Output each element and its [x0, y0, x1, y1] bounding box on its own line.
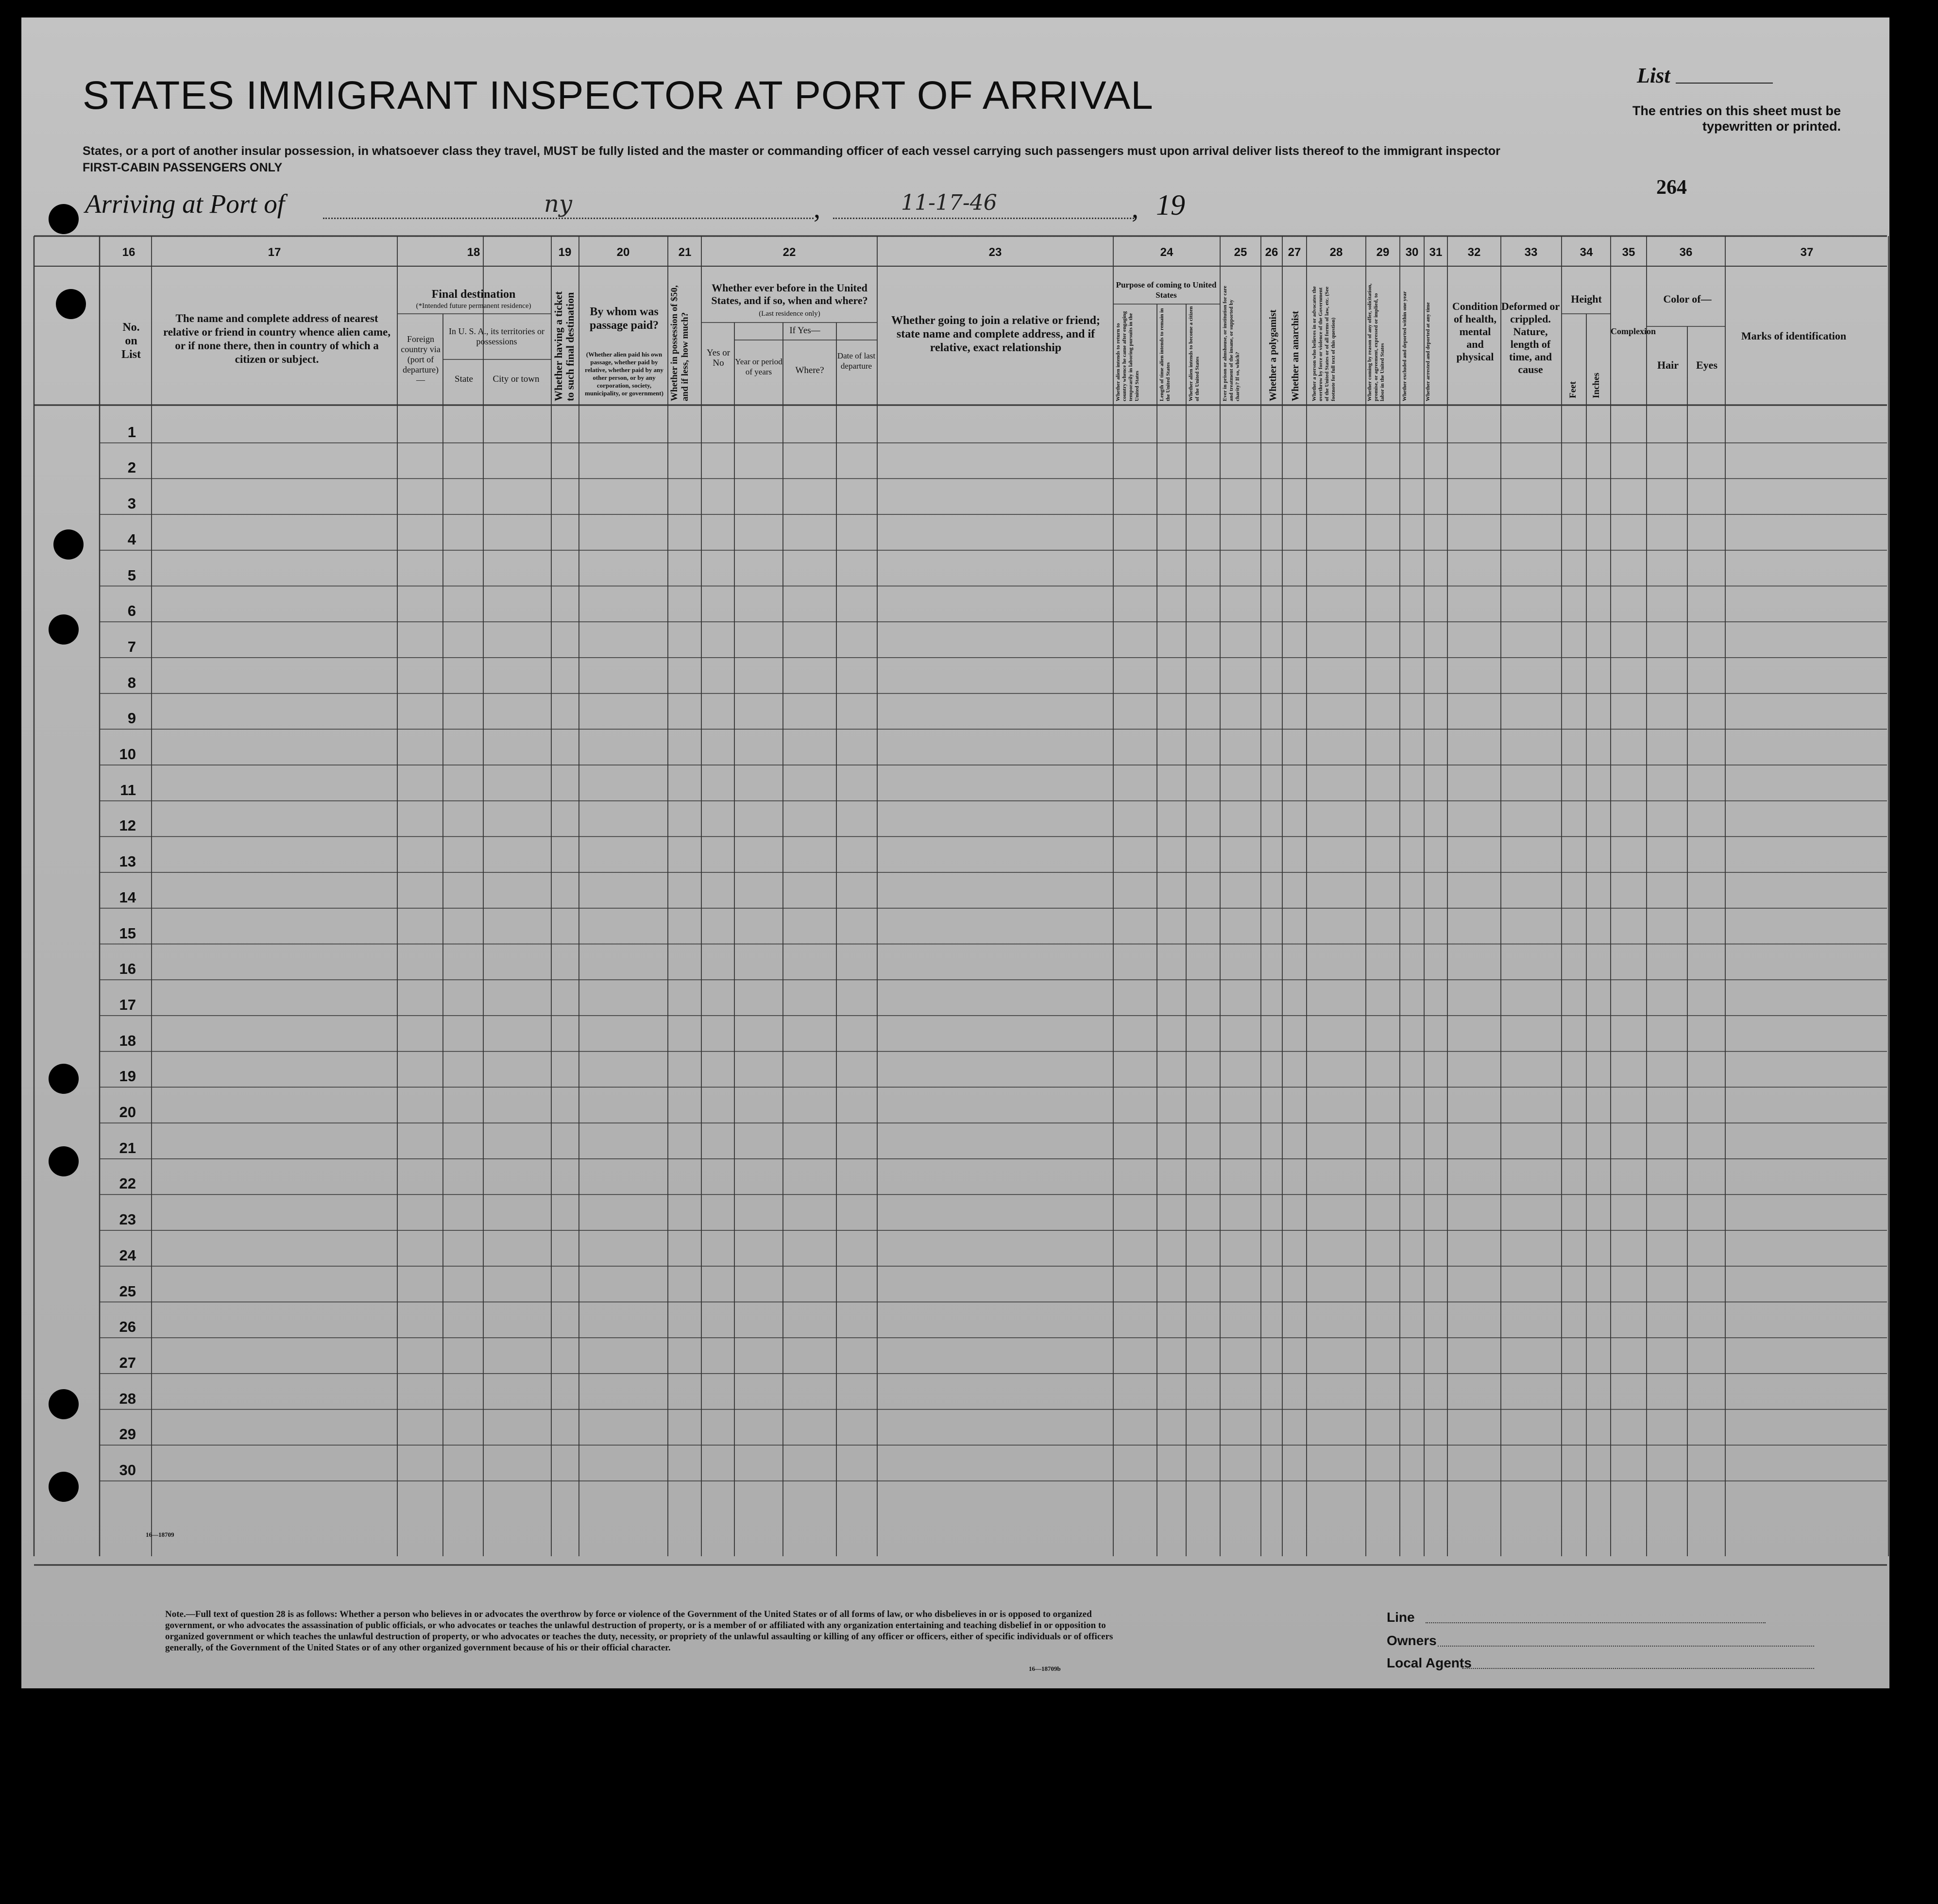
column-number: 21	[678, 246, 692, 259]
col26-header: Whether a polygamist	[1268, 309, 1278, 401]
row-number: 25	[119, 1282, 136, 1300]
line-field	[1426, 1622, 1766, 1623]
row-number: 30	[119, 1462, 136, 1479]
col29-header: Whether coming by reason of any offer, solicitation, promise, or agreement, expressed or implied, to labor in the United States	[1367, 283, 1385, 401]
row-number: 3	[127, 495, 136, 512]
col23-header: Whether going to join a relative or friend; state name and complete address, and if relative, exact relationship	[891, 314, 1100, 354]
row-number: 7	[127, 638, 136, 655]
col31-header: Whether arrested and deported at any time	[1425, 302, 1431, 401]
row-number: 27	[119, 1354, 136, 1371]
row-number: 22	[119, 1175, 136, 1192]
footnote-question-28: Note.—Full text of question 28 is as follows: Whether a person who believes in or advocates the overthrow by force or violence of the Government of the United States or of all forms of law, or who disbelieves in or is opposed to organized government, or who advocates the assassination of public officials, or who advocates or teaches the unlawful destruction of property, or is a member of or affiliated with any organization entertaining and teaching disbelief in or opposition to organized government or which teaches the unlawful destruction of property, or who advocates or teaches the duty, necessity, or propriety of the unlawful assaulting or killing of any officer or officers, either of specific individuals or of officers generally, of the Government of the United States or of any other organized government because of his or their official character.	[165, 1609, 1113, 1653]
col20-title: By whom was passage paid?	[589, 306, 659, 332]
col36-hair: Hair	[1657, 359, 1679, 371]
row-number: 4	[127, 530, 136, 548]
form-code: 16—18709	[146, 1531, 174, 1538]
col17-header: The name and complete address of nearest relative or friend in country whence alien came, or if none there, then in country of which a citizen or subject.	[163, 312, 391, 365]
col27-header: Whether an anarchist	[1290, 311, 1301, 401]
port-handwritten: ny	[544, 190, 573, 218]
row-number: 19	[119, 1068, 136, 1085]
col19-header: Whether having a ticket to such final destination	[552, 291, 576, 401]
col22-year: Year or period of years	[735, 357, 782, 376]
row-number: 9	[127, 710, 136, 727]
col34-inches: Inches	[1591, 373, 1601, 398]
row-number: 15	[119, 924, 136, 942]
col36-title: Color of—	[1663, 293, 1712, 305]
col18-foreign: Foreign country via (port of departure)—	[401, 334, 441, 385]
col34-feet: Feet	[1568, 381, 1578, 398]
row-number: 13	[119, 853, 136, 870]
comma: ,	[814, 194, 820, 224]
row-number: 18	[119, 1032, 136, 1049]
row-number: 23	[119, 1211, 136, 1228]
row-number: 1	[127, 423, 136, 441]
row-number: 24	[119, 1246, 136, 1264]
column-number: 17	[268, 246, 281, 259]
col18-city: City or town	[493, 374, 540, 384]
row-number: 28	[119, 1390, 136, 1407]
line-label: Line	[1387, 1610, 1415, 1625]
col24-citizen: Whether alien intends to become a citizen of the United States	[1188, 306, 1200, 401]
row-number: 17	[119, 996, 136, 1013]
col22-title: Whether ever before in the United States, and if so, when and where?	[711, 282, 868, 306]
page-number: 264	[1656, 176, 1687, 199]
cabin-note: FIRST-CABIN PASSENGERS ONLY	[83, 161, 283, 174]
col28-header: Whether a person who believes in or advocates the overthrow by force or violence of the Government of the United States or of all forms of law, etc. (See footnote for full text of this question)	[1311, 286, 1336, 401]
row-number: 16	[119, 960, 136, 978]
form-title: STATES IMMIGRANT INSPECTOR AT PORT OF ARRIVAL	[83, 73, 1154, 118]
comma: ,	[1132, 194, 1139, 224]
col34-title: Height	[1571, 293, 1602, 305]
column-number: 24	[1160, 246, 1173, 259]
owners-label: Owners	[1387, 1633, 1437, 1648]
col20-subtitle: (Whether alien paid his own passage, whether paid by relative, whether paid by any other person, or by any corporation, society, municipality, or government)	[585, 351, 663, 397]
col18-title: Final destination	[431, 288, 516, 301]
column-number: 18	[467, 246, 480, 259]
col18-usa: In U. S. A., its territories or possessions	[449, 326, 544, 346]
col30-header: Whether excluded and deported within one year	[1402, 291, 1408, 401]
col22-if-yes: If Yes—	[789, 325, 820, 336]
row-number: 26	[119, 1318, 136, 1336]
col36-eyes: Eyes	[1696, 359, 1717, 371]
col24-length: Length of time alien intends to remain in the United States	[1159, 308, 1171, 401]
col37-header: Marks of identification	[1741, 330, 1847, 342]
column-number: 22	[782, 246, 796, 259]
col25-header: Ever in prison or almshouse, or institution for care and treatment of the insane, or supported by charity? If so, which?	[1222, 286, 1241, 401]
col21-header: Whether in possession of $50, and if less, how much?	[669, 285, 690, 401]
column-number: 29	[1376, 246, 1390, 259]
column-number: 35	[1622, 246, 1635, 259]
row-number: 2	[127, 459, 136, 476]
row-number: 11	[120, 781, 136, 799]
col22-date: Date of last departure	[837, 351, 876, 371]
row-number: 20	[119, 1104, 136, 1121]
row-number: 5	[127, 566, 136, 584]
column-number: 30	[1405, 246, 1419, 259]
column-number: 19	[558, 246, 572, 259]
column-number: 34	[1580, 246, 1593, 259]
column-number: 31	[1429, 246, 1443, 259]
column-number: 32	[1467, 246, 1481, 259]
column-number: 26	[1265, 246, 1278, 259]
entries-note: The entries on this sheet must be typewritten or printed.	[1632, 103, 1841, 134]
column-number: 20	[616, 246, 630, 259]
arriving-label: Arriving at Port of	[85, 189, 285, 219]
col35-header: Complexion	[1611, 326, 1656, 336]
col18-subtitle: (*Intended future permanent residence)	[416, 302, 531, 310]
row-number: 10	[119, 746, 136, 763]
col24-return: Whether alien intends to return to country whence he came after engaging temporarily in laboring pursuits in the United States	[1115, 311, 1140, 401]
col32-header: Condition of health, mental and physical	[1452, 300, 1498, 363]
column-number: 23	[988, 246, 1002, 259]
col18-state: State	[455, 374, 473, 384]
col22-yes-or-no: Yes or No	[706, 348, 731, 368]
agents-field	[1462, 1668, 1814, 1669]
instructions-text: States, or a port of another insular possession, in whatsoever class they travel, MUST be fully listed and the master or commanding officer of each vessel carrying such passengers must upon arrival deliver lists thereof to the immigrant inspector	[83, 144, 1500, 158]
col24-title: Purpose of coming to United States	[1116, 280, 1217, 300]
column-number: 25	[1234, 246, 1247, 259]
date-handwritten: 11-17-46	[901, 190, 997, 215]
row-number: 8	[127, 674, 136, 691]
form-code-b: 16—18709b	[1029, 1665, 1061, 1672]
row-number: 6	[127, 602, 136, 620]
owners-field	[1438, 1646, 1814, 1647]
row-number: 12	[119, 817, 136, 834]
column-number: 28	[1329, 246, 1343, 259]
col22-subtitle: (Last residence only)	[759, 310, 820, 318]
list-label: List	[1637, 64, 1670, 87]
col33-header: Deformed or crippled. Nature, length of time, and cause	[1501, 300, 1560, 375]
col22-where: Where?	[795, 365, 824, 375]
column-number: 33	[1524, 246, 1538, 259]
year-prefix: 19	[1156, 189, 1185, 221]
local-agents-label: Local Agents	[1387, 1655, 1472, 1670]
column-number: 37	[1800, 246, 1814, 259]
row-number: 14	[119, 888, 136, 906]
row-number: 21	[119, 1139, 136, 1156]
column-number: 27	[1288, 246, 1301, 259]
row-number: 29	[119, 1426, 136, 1443]
column-number: 16	[122, 246, 136, 259]
col16-header: No. on List	[121, 321, 141, 361]
column-number: 36	[1679, 246, 1693, 259]
